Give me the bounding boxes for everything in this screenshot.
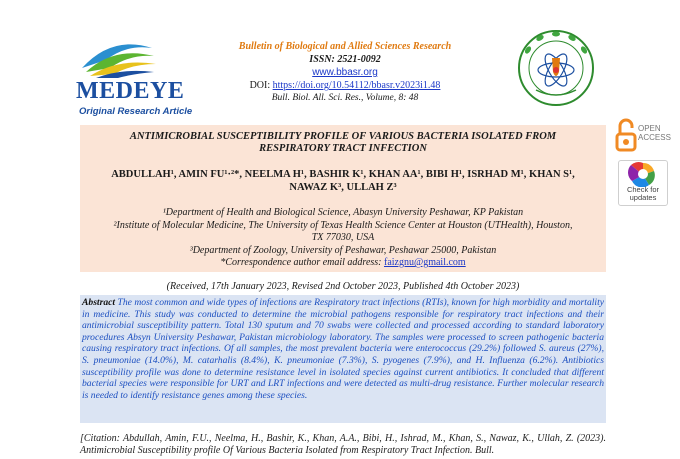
correspondence-email-link[interactable]: faizgnu@gmail.com [384, 257, 466, 268]
article-title: ANTIMICROBIAL SUSCEPTIBILITY PROFILE OF VARIOUS BACTERIA ISOLATED FROM RESPIRATORY TRACT INFECTION [129, 131, 557, 154]
check-updates-label: Check for updates [626, 185, 660, 202]
society-seal-icon [516, 28, 596, 108]
logo-wordmark: MEDEYE [76, 78, 185, 104]
website-link[interactable]: www.bbasr.org [312, 67, 378, 78]
abstract-text: The most common and wide types of infections are Respiratory tract infections (RTIs), known for high morbidity and mortality in medicine. This study was conducted to determine the microbial pathogens responsible for respiratory tract infections and their antimicrobial susceptibility pattern. Total 130 sputum and 70 swabs were collected and processed according to standard laboratory procedures Absyn University Peshawar, Pakistan microbiology laboratory. The samples were processed to screen pathogenic bacteria causing respiratory tract infections. Of all samples, the most prevalent bacteria were enterococcus (29.2%) followed S. aureus (27%), S. pneumoniae (14.0%), M. catarhalis (8.4%), K. pneumoniae (7.3%), S. pyogenes (7.9%), and H. Influenza (6.2%). Antibiotics susceptibility profile was done to determine resistance level in isolated species against current antibiotics. It concluded that different bacterial species were responsible for URT and LRT infections and were detected as multi-drug resistance. Further molecular research is needed to identify resistance genes among these species. [82, 297, 604, 401]
doi-line [190, 79, 500, 92]
journal-header [190, 40, 500, 105]
journal-title: Bulletin of Biological and Allied Sciences Research [238, 41, 452, 52]
correspondence: *Correspondence author email address: faizgnu@gmail.com [220, 257, 466, 268]
issn: ISSN: 2521-0092 [309, 54, 381, 65]
abstract-label: Abstract [82, 297, 116, 308]
affiliation-3: ³Department of Zoology, University of Peshawar, Peshawar 25000, Pakistan [189, 244, 497, 256]
received-dates: (Received, 17th January 2023, Revised 2nd October 2023, Published 4th October 2023) [166, 281, 520, 292]
open-access-label: OPEN ACCESS [638, 124, 671, 142]
citation-text: [Citation: Abdullah, Amin, F.U., Neelma, H., Bashir, K., Khan, A.A., Bibi, H., Ishrad, M., Khan, S., Nawaz, K., Ullah, Z. (2023). Antimicrobial Susceptibility profile Of Various Bacteria Isolated from Respiratory Tract Infection. Bull. [80, 433, 606, 456]
affiliation-1: ¹Department of Health and Biological Science, Abasyn University Peshawar, KP Pakistan [162, 207, 524, 218]
author-list: ABDULLAH¹, AMIN FU¹·²*, NEELMA H¹, BASHIR K¹, KHAN AA¹, BIBI H¹, ISRHAD M¹, KHAN S¹, NAWAZ K³, ULLAH Z³ [111, 169, 575, 193]
abstract-box [80, 295, 606, 423]
doi-label: DOI: [249, 80, 273, 91]
affiliations [80, 207, 606, 270]
affiliation-2-cont: TX 77030, USA [311, 232, 375, 243]
doi-link[interactable]: https://doi.org/10.54112/bbasr.v2023i1.48 [272, 80, 441, 91]
check-updates-icon [619, 161, 667, 187]
article-type: Original Research Article [79, 106, 193, 117]
journal-citation: Bull. Biol. All. Sci. Res., Volume, 8: 48 [271, 93, 419, 103]
affiliation-2: ²Institute of Molecular Medicine, The University of Texas Health Science Center at Houston (UTHealth), Houston, [113, 219, 573, 231]
